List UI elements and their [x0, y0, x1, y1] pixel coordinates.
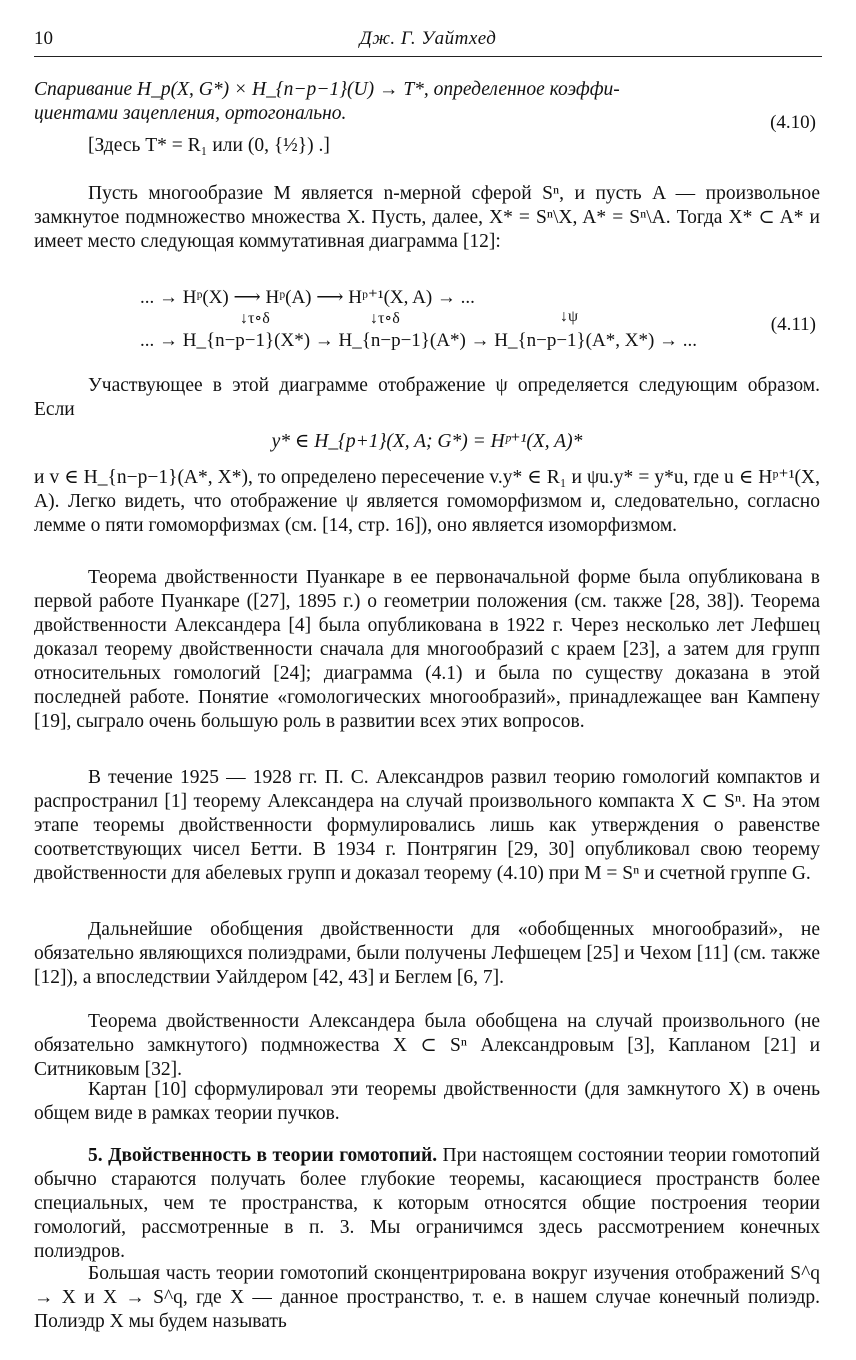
section-5-heading: 5. Двойственность в теории гомотопий.: [88, 1145, 438, 1166]
paragraph-cartan: Картан [10] сформулировал эти теоремы двойственности (для замкнутого X) в очень общем виде в рамках теории пучков.: [34, 1079, 820, 1124]
paragraph-isomorphism: и v ∈ H_{n−p−1}(A*, X*), то определено пересечение v.y* ∈ R₁ и ψu.y* = y*u, где u ∈ Hᵖ⁺¹(X, A). Легко видеть, что отображение ψ является гомоморфизмом и, следовательно, согласно лемме о пяти гомоморфизмах (см. [14, стр. 16]), оно является изоморфизмом.: [34, 467, 820, 536]
paragraph-poincare: Теорема двойственности Пуанкаре в ее первоначальной форме была опубликована в первой работе Пуанкаре ([27], 1895 г.) о геометрии положения (см. также [28, 38]). Теорема двойственности Александера [4] была опубликована в 1922 г. Через несколько лет Лефшец доказал теорему двойственности сначала для многообразий с краем [23], а затем для групп относительных гомологий [24]; диаграмма (4.1) и была по существу доказана в этой последней работе. Понятие «гомологических многообразий», принадлежащее ван Кампену [19], сыграло очень большую роль в развитии всех этих вопросов.: [34, 567, 820, 732]
paragraph-alexander-generalized: Теорема двойственности Александера была обобщена на случай произвольного (не обязательно замкнутого) подмножества X ⊂ Sⁿ Александровым [3], Капланом [21] и Ситниковым [32].: [34, 1011, 820, 1080]
paragraph-sphere: Пусть многообразие M является n-мерной сферой Sⁿ, и пусть A — произвольное замкнутое подмножество множества X. Пусть, далее, X* = Sⁿ\X, A* = Sⁿ\A. Тогда X* ⊂ A* и имеет место следующая коммутативная диаграмма [12]:: [34, 183, 820, 252]
pairing-statement-line1: Спаривание H_p(X, G*) × H_{n−p−1}(U) → T*, определенное коэффи-: [34, 79, 620, 100]
section-5-text: При настоящем состоянии теории гомотопий обычно стараются получать более глубокие теоремы, касающиеся пространств более специальных, чем те пространства, к которым относятся общие построения теории гомологий, рассмотренные в п. 3. Мы ограничимся здесь рассмотрением конечных полиэдров.: [34, 1145, 820, 1262]
diagram-arrow-2: ↓τ∘δ: [370, 310, 400, 327]
pairing-statement-line2: циентами зацепления, ортогонально.: [34, 103, 347, 124]
equation-label-4-10: (4.10): [770, 112, 816, 133]
running-head: Дж. Г. Уайтхед: [359, 28, 497, 49]
commutative-diagram: [140, 286, 730, 362]
formula-y-star: y* ∈ H_{p+1}(X, A; G*) = Hᵖ⁺¹(X, A)*: [271, 431, 583, 452]
diagram-arrow-1: ↓τ∘δ: [240, 310, 270, 327]
paragraph-homotopy-maps: Большая часть теории гомотопий сконцентрирована вокруг изучения отображений S^q → X и X → S^q, где X — данное пространство, т. е. в нашем случае конечный полиэдр. Полиэдр X мы будем называть: [34, 1263, 820, 1332]
section-5-paragraph: [34, 1144, 820, 1264]
equation-label-4-11: (4.11): [770, 314, 816, 335]
paragraph-generalizations: Дальнейшие обобщения двойственности для «обобщенных многообразий», не обязательно являющихся полиэдрами, были получены Лефшецем [25] и Чехом [11] (см. также [12]), а впоследствии Уайлдером [42, 43] и Беглем [6, 7].: [34, 919, 820, 988]
diagram-bottom-row: ... → H_{n−p−1}(X*) → H_{n−p−1}(A*) → H_{n−p−1}(A*, X*) → ...: [140, 330, 698, 351]
header-rule: [34, 56, 822, 57]
page-header: [34, 28, 822, 58]
paragraph-psi-definition: Участвующее в этой диаграмме отображение ψ определяется следующим образом. Если: [34, 375, 820, 420]
paragraph-alexandrov: В течение 1925 — 1928 гг. П. С. Александров развил теорию гомологий компактов и распространил [1] теорему Александера на случай произвольного компакта X ⊂ Sⁿ. На этом этапе теоремы двойственности формулировались лишь как утверждения о равенстве соответствующих чисел Бетти. В 1934 г. Понтрягин [29, 30] опубликовал свою теорему двойственности для абелевых групп и доказал теорему (4.10) при M = Sⁿ и счетной группе G.: [34, 767, 820, 884]
page-number: 10: [34, 28, 53, 49]
pairing-remark: [Здесь T* = R₁ или (0, {½}) .]: [88, 135, 330, 156]
diagram-arrow-3: ↓ψ: [560, 308, 579, 325]
diagram-top-row: ... → Hᵖ(X) ⟶ Hᵖ(A) ⟶ Hᵖ⁺¹(X, A) → ...: [140, 287, 475, 308]
